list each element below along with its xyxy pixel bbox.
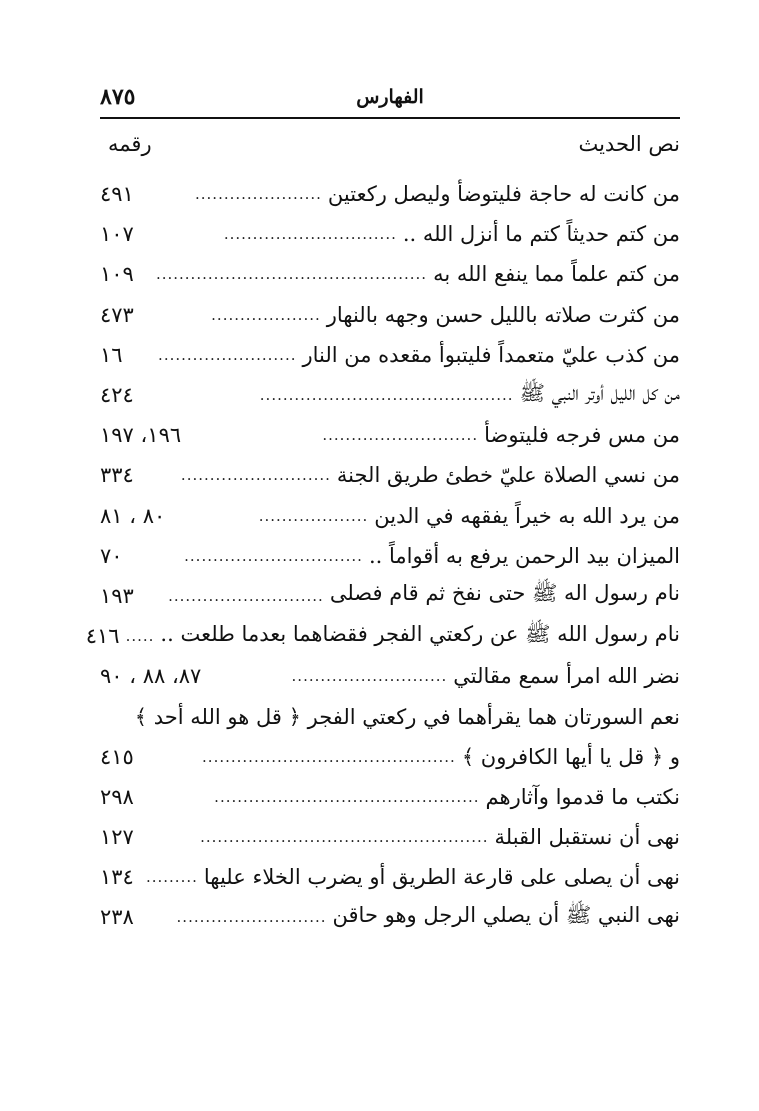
entry-dots: ................... [258, 506, 369, 525]
entry-number: ١٩٣ [100, 583, 134, 608]
index-entry [100, 214, 680, 254]
index-entry [100, 174, 680, 214]
entry-text: نعم السورتان هما يقرأهما في ركعتي الفجر ﴿ قل هو الله أحد ﴾ [134, 704, 680, 729]
entry-number: ٨٧، ٨٨ ، ٩٠ [100, 664, 202, 689]
entry-number: ١٣٤ [100, 865, 134, 890]
index-entry [100, 777, 680, 817]
entry-dots: .......................... [180, 466, 331, 485]
entry-number: ١٦ [100, 342, 123, 367]
index-entry [100, 656, 680, 696]
entry-text: نهى النبي ﷺ أن يصلي الرجل وهو حاقن [332, 902, 680, 927]
index-entry [100, 817, 680, 857]
entry-text: من كتم علماً مما ينفع الله به [433, 262, 680, 287]
entry-number: ٤١٦ [85, 624, 120, 649]
entry-text: نام رسول الله ﷺ عن ركعتي الفجر فقضاهما بعدما طلعت .. [160, 621, 680, 646]
entry-number: ٤١٥ [100, 744, 134, 769]
entry-dots: ........................... [322, 426, 479, 445]
entry-text: نام رسول اله ﷺ حتى نفخ ثم قام فصلى [329, 581, 680, 606]
index-entry [85, 616, 680, 656]
entry-dots: .......................... [176, 908, 327, 927]
entry-dots: ..... [125, 627, 155, 646]
section-title: الفهارس [356, 86, 424, 108]
entry-number: ٨٠ ، ٨١ [100, 503, 166, 528]
entry-text: نهى أن نستقبل القبلة [494, 825, 680, 850]
index-entry [100, 897, 680, 937]
index-entry [100, 455, 680, 495]
entry-dots: ........................... [291, 667, 448, 686]
entry-text: من مس فرجه فليتوضأ [484, 423, 680, 448]
index-entry [100, 254, 680, 294]
entry-dots: .............................................. [214, 787, 480, 806]
entry-number: ٤٩١ [100, 182, 134, 207]
column-header-number: رقمه [108, 132, 152, 156]
entry-number: ٧٠ [100, 543, 123, 568]
entry-dots: ...................... [195, 185, 322, 204]
index-entry [100, 496, 680, 536]
entry-number: ٢٣٨ [100, 905, 134, 930]
page-header [100, 84, 680, 114]
entry-dots: ............................................... [155, 265, 428, 284]
index-entry [100, 737, 680, 777]
index-entry [100, 295, 680, 335]
entry-text: من كثرت صلاته بالليل حسن وجهه بالنهار [326, 302, 680, 327]
index-entry [100, 576, 680, 616]
entry-text: نكتب ما قدموا وآثارهم [485, 784, 680, 809]
index-entry [100, 375, 680, 415]
entry-dots: ......... [145, 868, 198, 887]
entry-dots: ............................... [184, 546, 363, 565]
entry-text: من يرد الله به خيراً يفقهه في الدين [374, 503, 680, 528]
index-entry [100, 857, 680, 897]
entry-number: ٤٧٣ [100, 302, 134, 327]
entry-dots: .................................................. [200, 828, 489, 847]
entry-number: ١٠٧ [100, 222, 134, 247]
entry-dots: ............................................ [202, 747, 456, 766]
entry-dots: ........................ [158, 345, 297, 364]
entry-number: ١٢٧ [100, 825, 134, 850]
entry-dots: ........................... [168, 586, 324, 605]
index-entry [100, 335, 680, 375]
entry-text: نضر الله امرأ سمع مقالتي [453, 664, 680, 689]
index-entry [100, 696, 680, 736]
entry-dots: ............................................ [259, 386, 514, 405]
entry-text: الميزان بيد الرحمن يرفع به أقواماً .. [368, 543, 680, 568]
entry-text: من كل الليل أوتر النبي ﷺ [519, 380, 680, 405]
entry-text: نهى أن يصلى على قارعة الطريق أو يضرب الخلاء عليها [203, 865, 680, 890]
index-entry [100, 415, 680, 455]
page-number: ٨٧٥ [100, 84, 136, 110]
entry-number: ١٩٦، ١٩٧ [100, 423, 182, 448]
entry-dots: ................... [211, 305, 321, 324]
entry-number: ٤٢٤ [100, 383, 134, 408]
entry-dots: .............................. [223, 225, 397, 244]
column-header-text: نص الحديث [578, 132, 680, 156]
column-headers [100, 132, 680, 162]
entry-text: من كتم حديثاً كتم ما أنزل الله .. [402, 222, 680, 247]
entry-number: ٢٩٨ [100, 784, 134, 809]
entry-text: من كذب عليّ متعمداً فليتبوأ مقعده من النار [302, 342, 680, 367]
index-entry [100, 536, 680, 576]
index-entries [85, 174, 680, 938]
entry-text: من نسي الصلاة عليّ خطئ طريق الجنة [336, 463, 680, 488]
entry-number: ١٠٩ [100, 262, 134, 287]
entry-number: ٣٣٤ [100, 463, 134, 488]
header-rule [100, 117, 680, 119]
entry-text: و ﴿ قل يا أيها الكافرون ﴾ [461, 744, 680, 769]
entry-text: من كانت له حاجة فليتوضأ وليصل ركعتين [327, 182, 680, 207]
